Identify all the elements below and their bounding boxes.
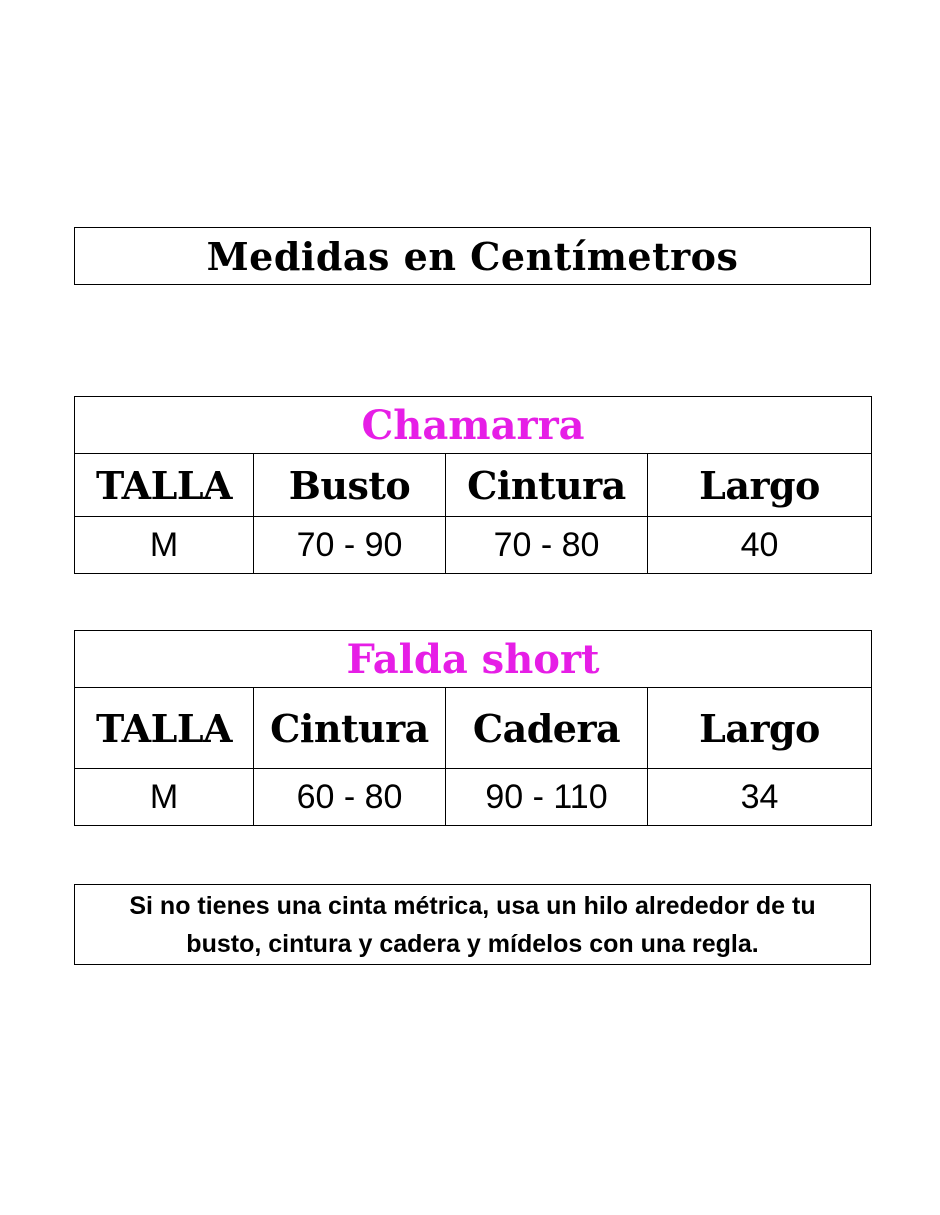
measurement-note — [113, 887, 833, 963]
cell-cadera: 90 - 110 — [446, 769, 648, 826]
column-header-talla: TALLA — [75, 688, 254, 769]
column-header-largo: Largo — [648, 688, 872, 769]
table-row — [75, 769, 872, 826]
table-title: Falda short — [75, 631, 872, 688]
size-table-chamarra — [74, 396, 872, 574]
measurement-note-box — [74, 884, 871, 965]
table-row — [75, 517, 872, 574]
column-header-largo: Largo — [648, 454, 872, 517]
cell-cintura: 60 - 80 — [254, 769, 446, 826]
column-header-talla: TALLA — [75, 454, 254, 517]
size-table-falda-short — [74, 630, 872, 826]
table-header-row — [75, 454, 872, 517]
page-title: Medidas en Centímetros — [206, 233, 739, 279]
column-header-cadera: Cadera — [446, 688, 648, 769]
note-line-1: Si no tienes una cinta métrica, usa un hilo alrededor de tu — [129, 891, 816, 920]
page-title-box — [74, 227, 871, 285]
cell-largo: 40 — [648, 517, 872, 574]
table-header-row — [75, 688, 872, 769]
column-header-cintura: Cintura — [446, 454, 648, 517]
cell-cintura: 70 - 80 — [446, 517, 648, 574]
cell-talla: M — [75, 517, 254, 574]
cell-busto: 70 - 90 — [254, 517, 446, 574]
cell-largo: 34 — [648, 769, 872, 826]
column-header-busto: Busto — [254, 454, 446, 517]
table-title: Chamarra — [75, 397, 872, 454]
note-line-2: busto, cintura y cadera y mídelos con una regla. — [186, 929, 759, 958]
cell-talla: M — [75, 769, 254, 826]
column-header-cintura: Cintura — [254, 688, 446, 769]
